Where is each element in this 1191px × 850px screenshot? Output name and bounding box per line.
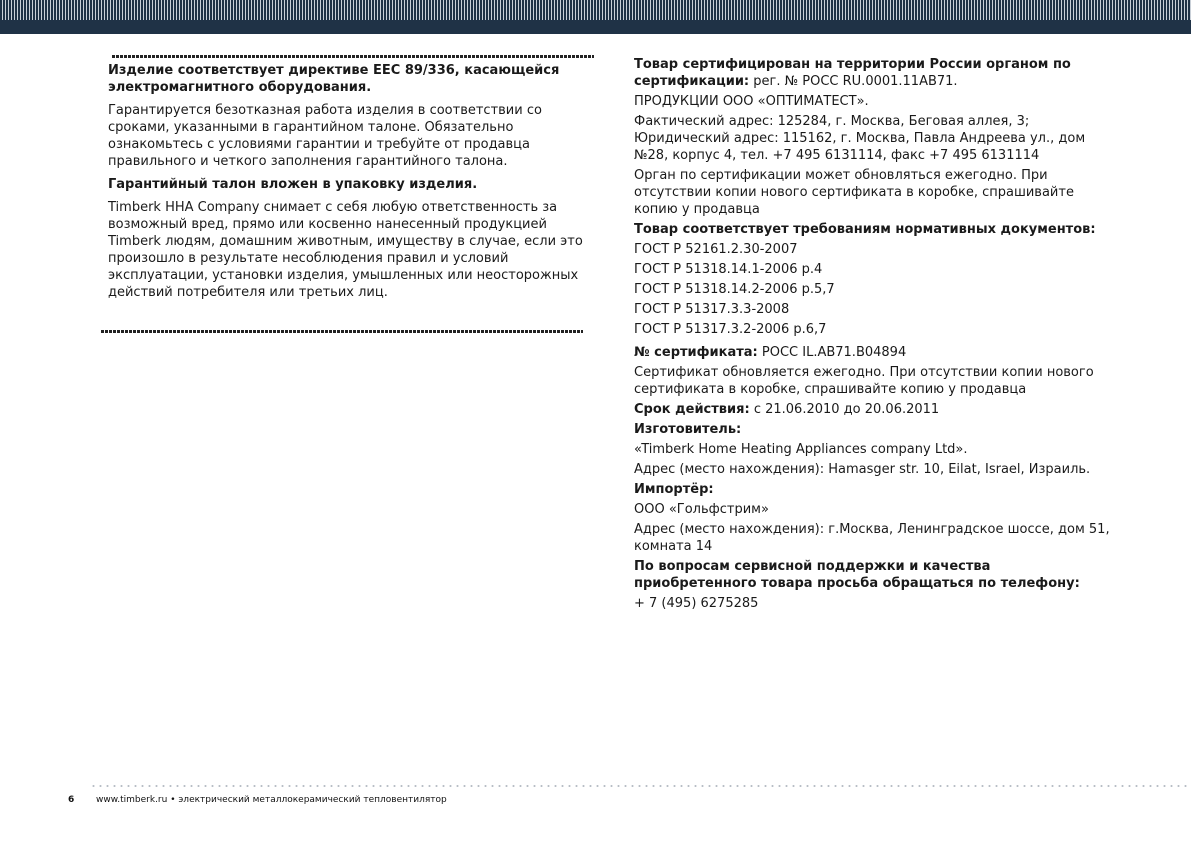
norm-item: ГОСТ Р 51317.3.2-2006 p.6,7 xyxy=(634,322,827,337)
cert-org: ПРОДУКЦИИ ООО «ОПТИМАТЕСТ». xyxy=(634,94,869,109)
support-heading: По вопросам сервисной поддержки и качества приобретенного товара просьба обращаться по телефону: xyxy=(634,559,1080,591)
cert-paragraph xyxy=(634,56,1116,90)
manufacturer-name: «Timberk Home Heating Appliances company Ltd». xyxy=(634,442,968,457)
manufacturer-address: Адрес (место нахождения): Hamasger str. 10, Eilat, Israel, Израиль. xyxy=(634,462,1091,477)
support-phone: + 7 (495) 6275285 xyxy=(634,596,759,611)
cert-reg: рег. № РОСС RU.0001.11АВ71. xyxy=(753,74,958,89)
left-column xyxy=(108,62,590,307)
footer-text: www.timberk.ru • электрический металлокерамический тепловентилятор xyxy=(96,795,447,805)
importer-name: ООО «Гольфстрим» xyxy=(634,502,769,517)
manufacturer-label: Изготовитель: xyxy=(634,422,742,437)
warranty-text: Гарантируется безотказная работа изделия в соответствии со сроками, указанными в гарантийном талоне. Обязательно ознакомьтесь с условиями гарантии и требуйте от продавца правильного и четкого заполнения гарантийного талона. xyxy=(108,103,542,169)
right-column xyxy=(634,56,1116,615)
header-stripes xyxy=(0,0,1191,20)
dashed-divider-top xyxy=(112,55,594,58)
cert-heading: Товар сертифицирован на территории России органом по сертификации: xyxy=(634,57,1071,89)
annual-note: Орган по сертификации может обновляться ежегодно. При отсутствии копии нового сертификата в коробке, спрашивайте копию у продавца xyxy=(634,168,1074,217)
directive-heading: Изделие соответствует директиве ЕЕС 89/336, касающейся электромагнитного оборудования. xyxy=(108,63,560,95)
validity-label: Срок действия: xyxy=(634,402,750,417)
validity-value: с 21.06.2010 до 20.06.2011 xyxy=(753,402,940,417)
header-band xyxy=(0,0,1191,34)
norm-item: ГОСТ Р 52161.2.30-2007 xyxy=(634,242,798,257)
validity xyxy=(634,401,1116,418)
page-number: 6 xyxy=(68,795,75,805)
coupon-heading: Гарантийный талон вложен в упаковку изделия. xyxy=(108,177,478,192)
norm-item: ГОСТ Р 51318.14.1-2006 p.4 xyxy=(634,262,823,277)
cert-number-label: № сертификата: xyxy=(634,345,758,360)
dashed-divider-bottom xyxy=(101,330,583,333)
norm-item: ГОСТ Р 51318.14.2-2006 p.5,7 xyxy=(634,282,835,297)
importer-label: Импортёр: xyxy=(634,482,714,497)
importer-address: Адрес (место нахождения): г.Москва, Ленинградское шоссе, дом 51, комната 14 xyxy=(634,522,1110,554)
footer-dotted-rule xyxy=(90,785,1190,787)
cert-address: Фактический адрес: 125284, г. Москва, Беговая аллея, 3; Юридический адрес: 115162, г. Москва, Павла Андреева ул., дом №28, корпус 4, тел. +7 495 6131114, факс +7 495 6131114 xyxy=(634,114,1086,163)
cert-number xyxy=(634,344,1116,361)
norm-item: ГОСТ Р 51317.3.3-2008 xyxy=(634,302,790,317)
cert-update-note: Сертификат обновляется ежегодно. При отсутствии копии нового сертификата в коробке, спрашивайте копию у продавца xyxy=(634,365,1094,397)
cert-number-value: РОСС IL.АВ71.В04894 xyxy=(761,345,907,360)
liability-text: Timberk HHA Company снимает с себя любую ответственность за возможный вред, прямо или косвенно нанесенный продукцией Timberk людям, домашним животным, имуществу в случае, если это произошло в результате несоблюдения правил и условий эксплуатации, установки изделия, умышленных или неосторожных действий потребителя или третьих лиц. xyxy=(108,200,583,300)
norms-heading: Товар соответствует требованиям нормативных документов: xyxy=(634,222,1096,237)
